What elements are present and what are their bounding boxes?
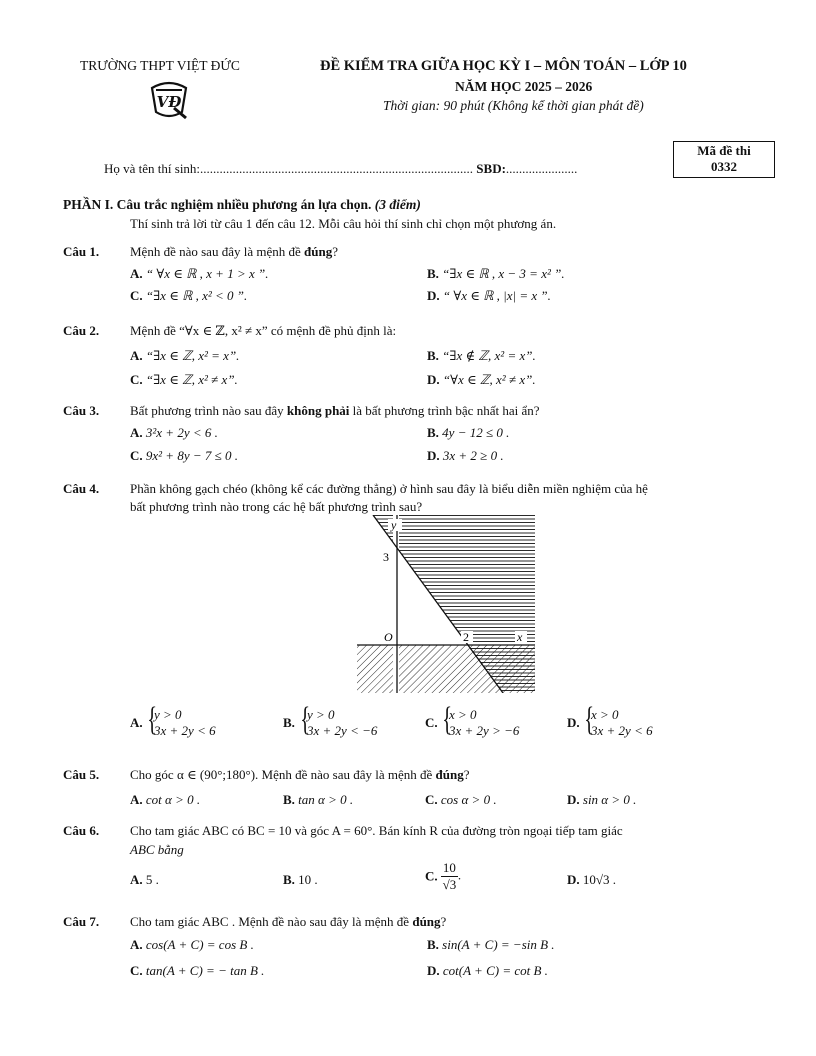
q5-label: Câu 5. — [63, 767, 100, 782]
q1-text: Mệnh đề nào sau đây là mệnh đề đúng? — [130, 244, 338, 259]
candidate-info-row — [104, 161, 577, 177]
y-axis-label: y — [391, 518, 397, 532]
y-intercept-label: 3 — [383, 550, 389, 564]
school-year: NĂM HỌC 2025 – 2026 — [455, 79, 593, 94]
q2-option-a[interactable]: A. “∃x ∈ ℤ, x² = x”. — [130, 348, 240, 363]
q5-option-d[interactable]: D. sin α > 0 . — [567, 792, 637, 807]
exam-time-note: Thời gian: 90 phút (Không kể thời gian phát đề) — [383, 98, 644, 113]
q6-option-d[interactable]: D. 10√3 . — [567, 872, 617, 887]
q7-label: Câu 7. — [63, 914, 100, 929]
x-axis-label: x — [517, 630, 523, 644]
q4-solution-region-figure — [355, 515, 540, 693]
name-label: Họ và tên thí sinh: — [104, 161, 201, 176]
q6-label: Câu 6. — [63, 823, 100, 838]
exam-code-box — [673, 141, 775, 178]
q1-label: Câu 1. — [63, 244, 100, 259]
q4-label: Câu 4. — [63, 481, 100, 496]
q2-option-c[interactable]: C. “∃x ∈ ℤ, x² ≠ x”. — [130, 372, 238, 387]
q5-option-c[interactable]: C. cos α > 0 . — [425, 792, 497, 807]
q5-text: Cho góc α ∈ (90°;180°). Mệnh đề nào sau đây là mệnh đề đúng? — [130, 767, 470, 782]
q2-option-b[interactable]: B. “∃x ∉ ℤ, x² = x”. — [427, 348, 536, 363]
exam-code-label: Mã đề thi — [697, 143, 751, 158]
q1-option-c[interactable]: C. “∃x ∈ ℝ , x² < 0 ”. — [130, 288, 248, 303]
q4-text-line2: bất phương trình nào trong các hệ bất phương trình sau? — [130, 499, 423, 514]
q6-option-c[interactable]: C. $\frac{10}{√3}$ . — [425, 860, 462, 892]
q3-option-d[interactable]: D. 3x + 2 ≥ 0 . — [427, 448, 504, 463]
school-logo — [144, 78, 194, 122]
name-field[interactable]: .................................................................................... — [200, 161, 474, 176]
x-intercept-label: 2 — [463, 630, 469, 644]
section-note: Thí sinh trả lời từ câu 1 đến câu 12. Mỗi câu hỏi thí sinh chỉ chọn một phương án. — [130, 216, 557, 231]
section-points: (3 điểm) — [374, 197, 421, 212]
q4-text-line1: Phần không gạch chéo (không kể các đường thẳng) ở hình sau đây là biểu diễn miền nghiệm của hệ — [130, 481, 648, 496]
q2-text: Mệnh đề “∀x ∈ ℤ, x² ≠ x” có mệnh đề phủ định là: — [130, 323, 397, 338]
q7-option-b[interactable]: B. sin(A + C) = −sin B . — [427, 937, 555, 952]
q2-label: Câu 2. — [63, 323, 100, 338]
q3-option-a[interactable]: A. 3²x + 2y < 6 . — [130, 425, 218, 440]
school-name: TRƯỜNG THPT VIỆT ĐỨC — [80, 58, 240, 73]
q5-option-b[interactable]: B. tan α > 0 . — [283, 792, 354, 807]
hatch-lower-region — [357, 645, 535, 693]
q1-option-d[interactable]: D. “ ∀x ∈ ℝ , |x| = x ”. — [427, 288, 551, 303]
exam-title: ĐỀ KIỂM TRA GIỮA HỌC KỲ I – MÔN TOÁN – LỚP 10 — [320, 58, 687, 74]
q3-text: Bất phương trình nào sau đây không phải là bất phương trình bậc nhất hai ẩn? — [130, 403, 540, 418]
origin-label: O — [384, 630, 393, 644]
q7-option-a[interactable]: A. cos(A + C) = cos B . — [130, 937, 254, 952]
section-title: PHẦN I. Câu trắc nghiệm nhiều phương án lựa chọn. (3 điểm) — [63, 197, 421, 212]
sbd-field[interactable]: ...................... — [505, 161, 578, 176]
sbd-label: SBD: — [476, 161, 506, 176]
q6-option-a[interactable]: A. 5 . — [130, 872, 159, 887]
q7-option-d[interactable]: D. cot(A + C) = cot B . — [427, 963, 548, 978]
q1-option-a[interactable]: A. “ ∀x ∈ ℝ , x + 1 > x ”. — [130, 266, 269, 281]
q7-option-c[interactable]: C. tan(A + C) = − tan B . — [130, 963, 265, 978]
q2-option-d[interactable]: D. “∀x ∈ ℤ, x² ≠ x”. — [427, 372, 536, 387]
q1-option-b[interactable]: B. “∃x ∈ ℝ , x − 3 = x² ”. — [427, 266, 565, 281]
q5-option-a[interactable]: A. cot α > 0 . — [130, 792, 201, 807]
q7-text: Cho tam giác ABC . Mệnh đề nào sau đây là mệnh đề đúng? — [130, 914, 447, 929]
q6-text-line1: Cho tam giác ABC có BC = 10 và góc A = 60°. Bán kính R của đường tròn ngoại tiếp tam giác — [130, 823, 623, 838]
logo-text: VĐ — [156, 93, 182, 111]
q3-option-b[interactable]: B. 4y − 12 ≤ 0 . — [427, 425, 510, 440]
q3-label: Câu 3. — [63, 403, 100, 418]
exam-code-value: 0332 — [711, 159, 737, 174]
q3-option-c[interactable]: C. 9x² + 8y − 7 ≤ 0 . — [130, 448, 239, 463]
q6-text-line2: ABC bằng — [130, 842, 184, 857]
q6-option-b[interactable]: B. 10 . — [283, 872, 318, 887]
